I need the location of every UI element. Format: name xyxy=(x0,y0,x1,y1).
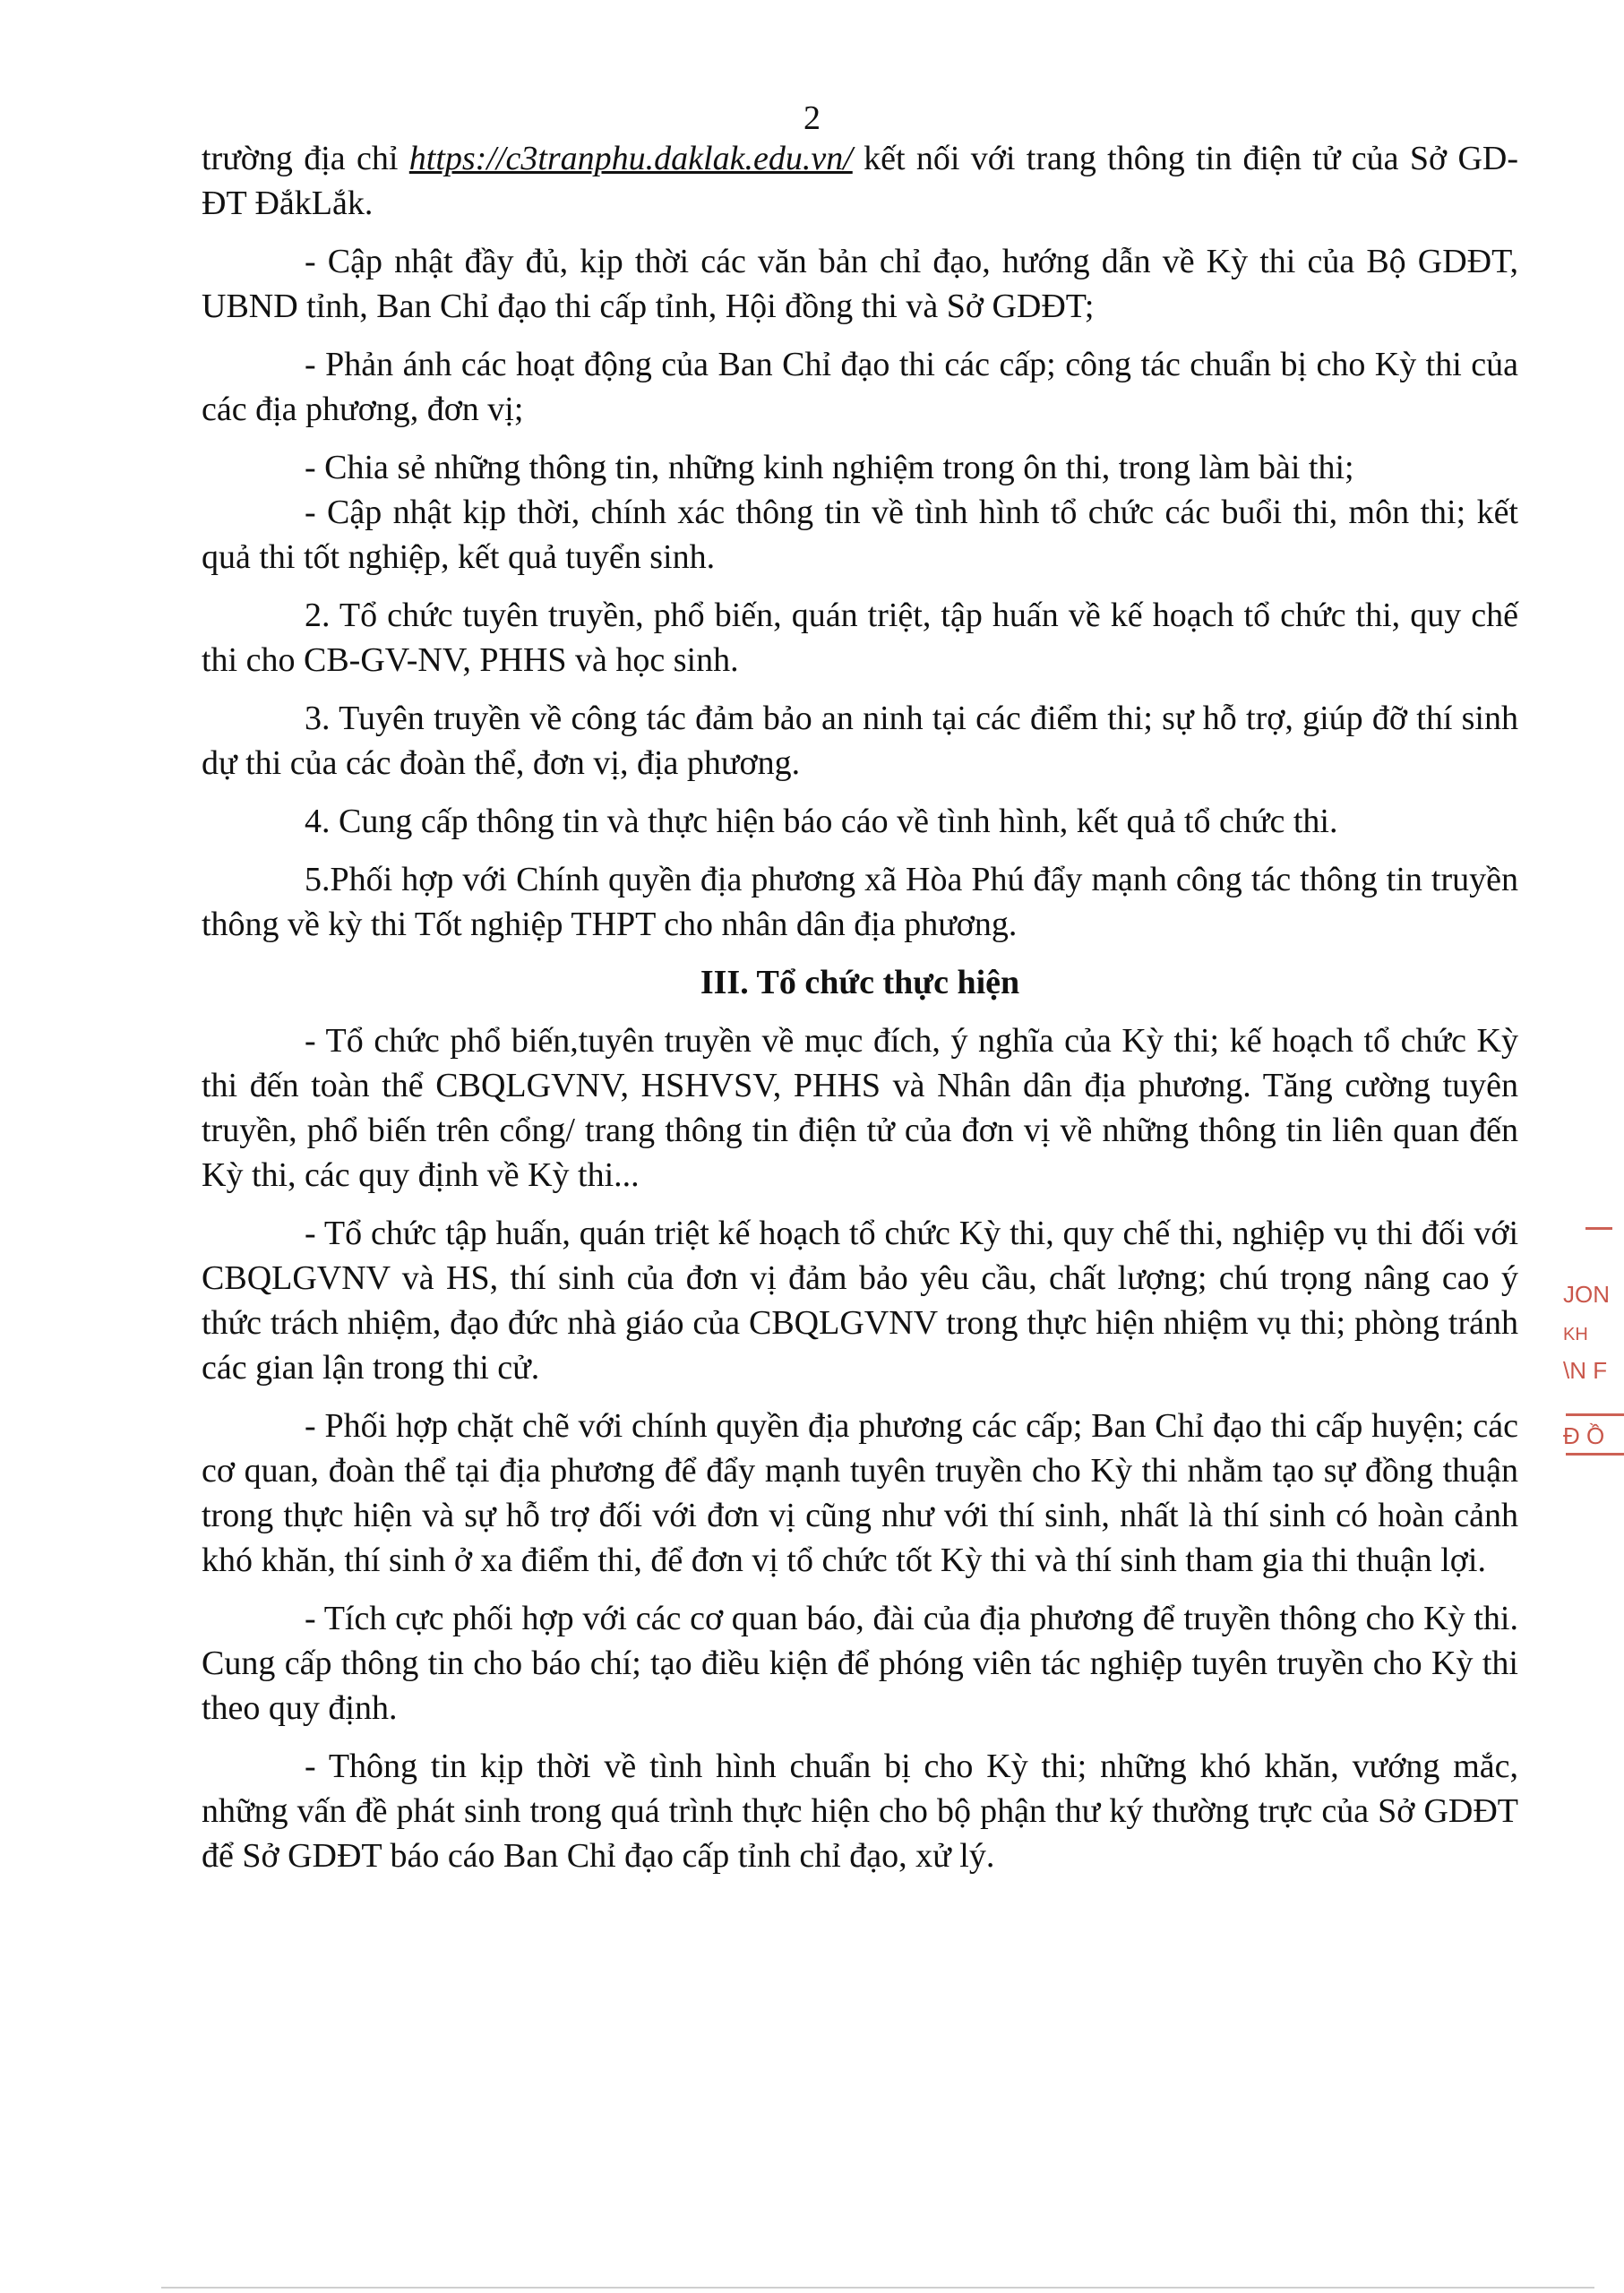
stamp-fragment-1: JON xyxy=(1563,1281,1610,1308)
stamp-fragment-4: Ð Ồ xyxy=(1563,1422,1605,1449)
intro-text-after: kết nối với trang thông tin điện tử của Sở GD-ĐT ĐắkLắk. xyxy=(202,140,1518,222)
document-body xyxy=(202,136,1518,1892)
bullet-share-experience: - Chia sẻ những thông tin, những kinh nghiệm trong ôn thi, trong làm bài thi; xyxy=(305,449,1354,486)
stamp-top-mark xyxy=(1585,1227,1612,1230)
item-2-propagate-regulations: 2. Tổ chức tuyên truyền, phổ biến, quán triệt, tập huấn về kế hoạch tổ chức thi, quy chế thi cho CB-GV-NV, PHHS và học sinh. xyxy=(202,597,1518,679)
bullet-update-documents: - Cập nhật đầy đủ, kịp thời các văn bản chỉ đạo, hướng dẫn về Kỳ thi của Bộ GDĐT, UBND tỉnh, Ban Chỉ đạo thi cấp tỉnh, Hội đồng thi và Sở GDĐT; xyxy=(202,243,1518,325)
item-5-coordinate-local-government: 5.Phối hợp với Chính quyền địa phương xã Hòa Phú đẩy mạnh công tác thông tin truyền thông về kỳ thi Tốt nghiệp THPT cho nhân dân địa phương. xyxy=(202,861,1518,943)
intro-paragraph xyxy=(202,136,1518,226)
stamp-ring-lower xyxy=(1566,1453,1624,1456)
implementation-paragraph-2: - Tổ chức tập huấn, quán triệt kế hoạch tổ chức Kỳ thi, quy chế thi, nghiệp vụ thi đối với CBQLGVNV và HS, thí sinh của đơn vị đảm bảo yêu cầu, chất lượng; chú trọng nâng cao ý thức trách nhiệm, đạo đức nhà giáo của CBQLGVNV trong thực hiện nhiệm vụ thi; phòng tránh các gian lận trong thi cử. xyxy=(202,1215,1518,1387)
item-4-provide-information: 4. Cung cấp thông tin và thực hiện báo cáo về tình hình, kết quả tổ chức thi. xyxy=(305,803,1338,840)
scan-edge-line xyxy=(161,2287,1594,2289)
implementation-paragraph-3: - Phối hợp chặt chẽ với chính quyền địa phương các cấp; Ban Chỉ đạo thi cấp huyện; các cơ quan, đoàn thể tại địa phương để đẩy mạnh tuyên truyền cho Kỳ thi nhằm tạo sự đồng thuận trong thực hiện và sự hỗ trợ đối với đơn vị cũng như với thí sinh, nhất là thí sinh có hoàn cảnh khó khăn, thí sinh ở xa điểm thi, để đơn vị tổ chức tốt Kỳ thi và thí sinh tham gia thi thuận lợi. xyxy=(202,1407,1518,1579)
section-heading: III. Tổ chức thực hiện xyxy=(700,964,1020,1001)
stamp-fragment-3: \N F xyxy=(1563,1357,1608,1384)
item-3-security-propaganda: 3. Tuyên truyền về công tác đảm bảo an ninh tại các điểm thi; sự hỗ trợ, giúp đỡ thí sinh dự thi của các đoàn thể, đơn vị, địa phương. xyxy=(202,700,1518,782)
implementation-paragraph-4: - Tích cực phối hợp với các cơ quan báo, đài của địa phương để truyền thông cho Kỳ thi. Cung cấp thông tin cho báo chí; tạo điều kiện để phóng viên tác nghiệp tuyên truyền cho Kỳ thi theo quy định. xyxy=(202,1600,1518,1727)
implementation-paragraph-1: - Tổ chức phổ biến,tuyên truyền về mục đích, ý nghĩa của Kỳ thi; kế hoạch tổ chức Kỳ thi đến toàn thể CBQLGVNV, HSHVSV, PHHS và Nhân dân địa phương. Tăng cường tuyên truyền, phổ biến trên cổng/ trang thông tin điện tử của đơn vị về những thông tin liên quan đến Kỳ thi, các quy định về Kỳ thi... xyxy=(202,1022,1518,1194)
bullet-reflect-activities: - Phản ánh các hoạt động của Ban Chỉ đạo thi các cấp; công tác chuẩn bị cho Kỳ thi của các địa phương, đơn vị; xyxy=(202,346,1518,428)
stamp-fragment-2: KH xyxy=(1563,1325,1588,1344)
implementation-paragraph-5: - Thông tin kịp thời về tình hình chuẩn bị cho Kỳ thi; những khó khăn, vướng mắc, những vấn đề phát sinh trong quá trình thực hiện cho bộ phận thư ký thường trực của Sở GDĐT để Sở GDĐT báo cáo Ban Chỉ đạo cấp tỉnh chỉ đạo, xử lý. xyxy=(202,1748,1518,1875)
page-number: 2 xyxy=(803,99,821,137)
stamp-ring-upper xyxy=(1566,1413,1624,1416)
bullet-update-results: - Cập nhật kịp thời, chính xác thông tin về tình hình tổ chức các buổi thi, môn thi; kết quả thi tốt nghiệp, kết quả tuyển sinh. xyxy=(202,494,1518,576)
intro-text-before: trường địa chỉ xyxy=(202,140,409,177)
website-link[interactable]: https://c3tranphu.daklak.edu.vn/ xyxy=(408,140,853,177)
